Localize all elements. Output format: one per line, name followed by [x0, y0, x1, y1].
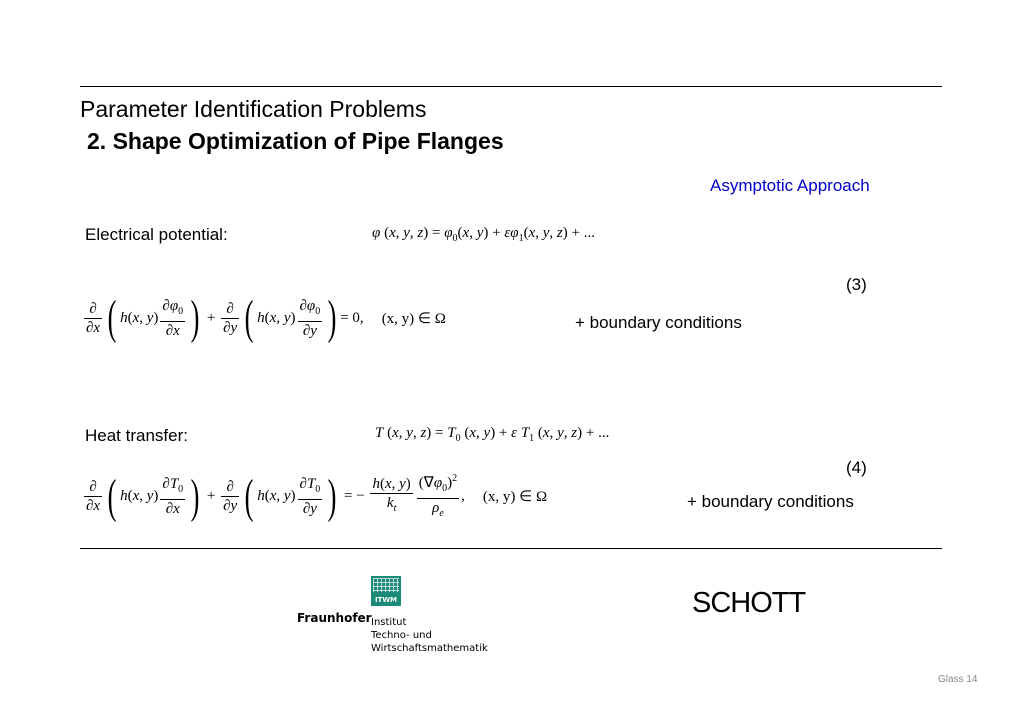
itwm-grid-graphic [373, 578, 399, 592]
electrical-expansion: φ (x, y, $z) = \varphi_0(x$, $y) + \varepsilon\varphi_1(x$, y, z) + ... [372, 225, 595, 244]
institut-line-2: Techno- und [371, 630, 432, 641]
page-subtitle: 2. Shape Optimization of Pipe Flanges [87, 128, 504, 154]
top-rule [80, 86, 942, 87]
institut-line-3: Wirtschaftsmathematik [371, 643, 488, 654]
itwm-logo-text: ITWM [374, 596, 398, 604]
electrical-pde: $\frac{\partial}{\partial x}$ ( h(x, y) $\frac{\partial\varphi_0}{\partial x}$ ) + $\frac{\partial}{\partial y}$ ( h(x, y) $\frac{\partial\varphi_0}{\partial y}$ ) = 0, (x, y) ∈ Ω [86, 291, 446, 344]
institut-line-1: Institut [371, 617, 407, 628]
heat-transfer-label: Heat transfer: [85, 426, 188, 445]
schott-logo: SCHOTT [692, 587, 806, 619]
electrical-domain: (x, y) ∈ Ω [381, 310, 446, 327]
eq-number-3: (3) [846, 275, 867, 294]
electrical-potential-label: Electrical potential: [85, 225, 228, 244]
bottom-rule [80, 548, 942, 549]
heat-boundary-conditions: + boundary conditions [687, 492, 854, 511]
approach-label: Asymptotic Approach [710, 176, 870, 195]
page-title: Parameter Identification Problems [80, 96, 427, 122]
heat-expansion: T (x, y, $z) = T_0$ (x, y) + ε $T_1$ (x, y, z) + ... [375, 425, 610, 444]
electrical-rhs: = 0, [340, 309, 364, 326]
eq-number-4: (4) [846, 458, 867, 477]
itwm-logo [371, 576, 401, 606]
electrical-boundary-conditions: + boundary conditions [575, 313, 742, 332]
heat-domain: (x, y) ∈ Ω [482, 489, 548, 505]
fraunhofer-name: Fraunhofer [297, 611, 372, 625]
heat-pde: $\frac{\partial}{\partial x}$ ( h(x, y) $\frac{\partial T_0}{\partial x}$ ) + $\frac{\partial}{\partial y}$ ( h(x, y) $\frac{\partial T_0}{\partial y}$ ) = − $\frac{h(x, y)}{k_t}$ $\frac{(\nabla\varphi_0)^2}{\rho_e}$ , (x, y) ∈ Ω [86, 469, 548, 523]
page-number: Glass 14 [938, 674, 978, 685]
